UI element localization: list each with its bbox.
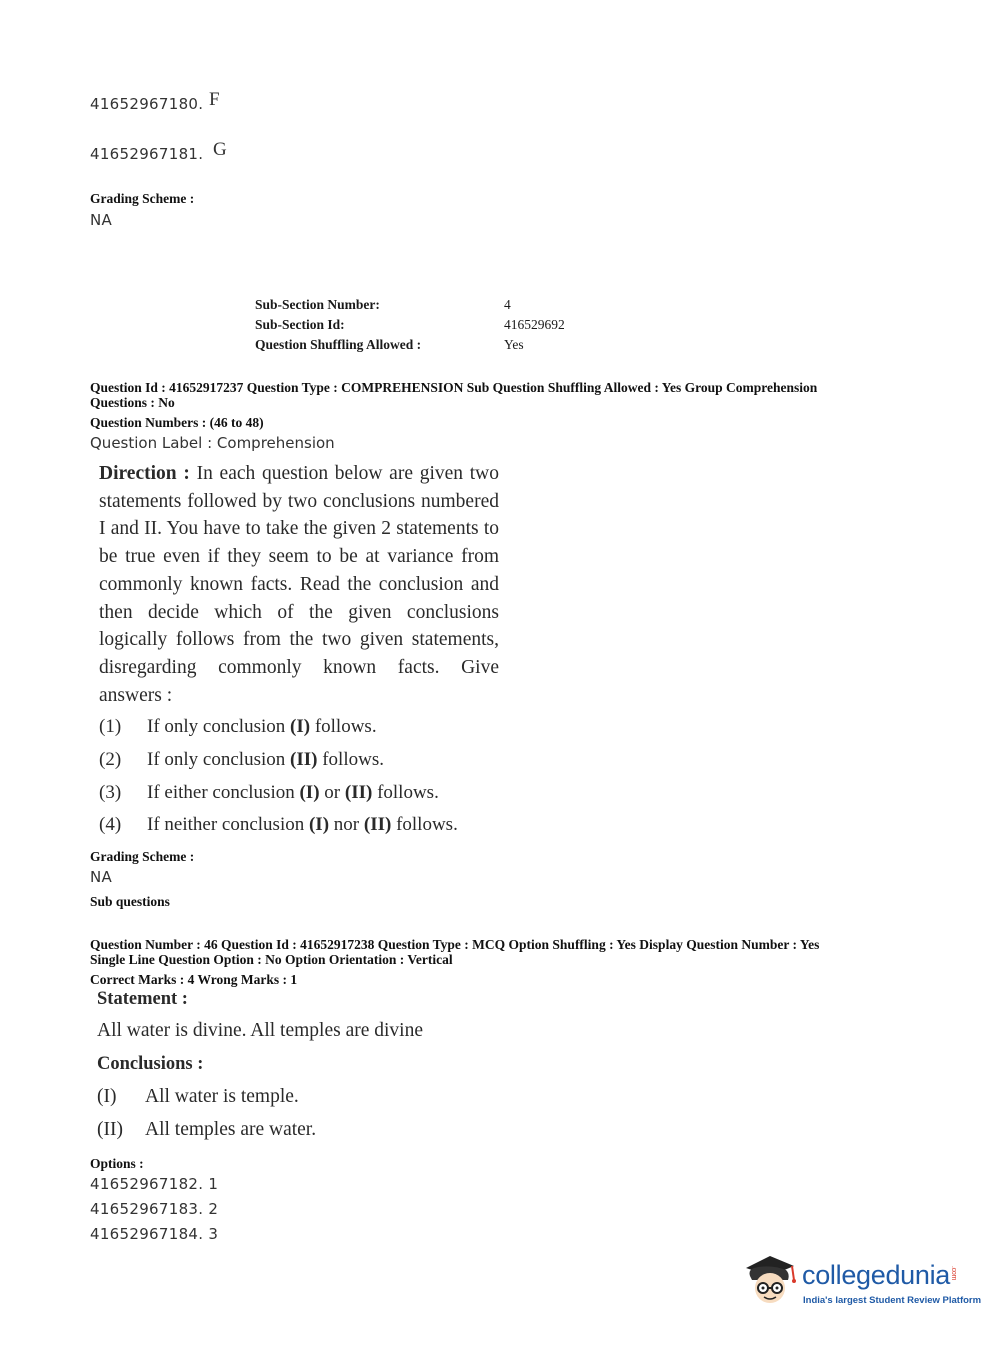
direction-block (99, 460, 499, 709)
question-shuffling-value: Yes (504, 337, 524, 352)
answer-text-mid: follows. (317, 749, 384, 770)
question-label: Question Label : Comprehension (90, 434, 335, 452)
conclusion-number: (II) (97, 1119, 123, 1140)
comprehension-header-cont: Questions : No (90, 395, 175, 410)
answer-bold: (II) (290, 749, 318, 770)
answer-text-pre: If either conclusion (147, 782, 300, 803)
answer-bold: (I) (290, 716, 311, 737)
answer-text-mid: or (319, 782, 345, 803)
list-item (99, 716, 377, 738)
conclusion-item (97, 1086, 299, 1108)
answer-number: (1) (99, 716, 122, 737)
list-item (99, 782, 439, 804)
direction-title: Direction : (99, 463, 190, 484)
answer-bold: (I) (308, 814, 330, 835)
answer-text-pre: If only conclusion (147, 716, 291, 737)
answer-bold: (I) (299, 782, 320, 803)
statement-text: All water is divine. All temples are divine (97, 1020, 424, 1041)
answer-text-mid: nor (329, 814, 364, 835)
conclusion-item (97, 1119, 316, 1141)
sub-questions-heading: Sub questions (90, 894, 170, 909)
grading-scheme-label: Grading Scheme : (90, 191, 195, 206)
conclusion-text: All temples are water. (145, 1119, 317, 1140)
conclusion-text: All water is temple. (145, 1086, 299, 1107)
answer-number: (4) (99, 814, 122, 835)
question-header: Question Number : 46 Question Id : 41652917238 Question Type : MCQ Option Shuffling : Yes Display Question Number : Yes (90, 937, 820, 952)
answer-text-pre: If only conclusion (147, 749, 291, 770)
question-shuffling-label: Question Shuffling Allowed : (255, 337, 422, 352)
option-row (90, 145, 203, 163)
option-id: 41652967180. (90, 95, 204, 113)
comprehension-header: Question Id : 41652917237 Question Type : COMPREHENSION Sub Question Shuffling Allowed : Yes Group Comprehension (90, 380, 818, 395)
collegedunia-logo (740, 1250, 982, 1310)
logo-suffix: .com (950, 1266, 958, 1280)
grading-scheme-label: Grading Scheme : (90, 849, 195, 864)
option-row (90, 95, 203, 113)
answer-text-mid: follows. (310, 716, 377, 737)
answer-bold: (II) (344, 782, 373, 803)
answer-text-pre: If neither conclusion (147, 814, 309, 835)
answer-text-post: follows. (372, 782, 439, 803)
question-numbers: Question Numbers : (46 to 48) (90, 415, 264, 430)
answer-number: (3) (99, 782, 122, 803)
list-item (99, 814, 458, 836)
subsection-id-label: Sub-Section Id: (255, 317, 345, 332)
logo-tagline: India's largest Student Review Platform (803, 1295, 982, 1306)
grading-scheme-value: NA (90, 868, 113, 886)
option-letter: G (213, 139, 227, 160)
mascot-icon (740, 1250, 800, 1310)
statement-title: Statement : (97, 989, 188, 1009)
grading-scheme-value: NA (90, 211, 113, 229)
answer-bold: (II) (363, 814, 392, 835)
logo-name: collegedunia (802, 1260, 951, 1290)
options-label: Options : (90, 1156, 144, 1171)
option-letter: F (209, 89, 220, 110)
question-header-cont: Single Line Question Option : No Option Orientation : Vertical (90, 952, 453, 967)
list-item (99, 749, 384, 771)
subsection-id-value: 416529692 (504, 317, 565, 332)
option-row: 41652967184. 3 (90, 1225, 219, 1243)
subsection-number-label: Sub-Section Number: (255, 297, 380, 312)
conclusion-number: (I) (97, 1086, 117, 1107)
question-marks: Correct Marks : 4 Wrong Marks : 1 (90, 972, 298, 987)
option-id: 41652967181. (90, 145, 204, 163)
answer-number: (2) (99, 749, 122, 770)
answer-text-post: follows. (391, 814, 458, 835)
option-row: 41652967182. 1 (90, 1175, 219, 1193)
option-row: 41652967183. 2 (90, 1200, 219, 1218)
conclusions-title: Conclusions : (97, 1054, 204, 1074)
subsection-number-value: 4 (504, 297, 511, 312)
direction-text: In each question below are given two statements followed by two conclusions numbered I and II. You have to take the given 2 statements to be true even if they seem to be at variance from commonly known facts. Read the conclusion and then decide which of the given conclusions logically follows from the two given statements, disregarding commonly known facts. Give answers : (99, 463, 499, 706)
